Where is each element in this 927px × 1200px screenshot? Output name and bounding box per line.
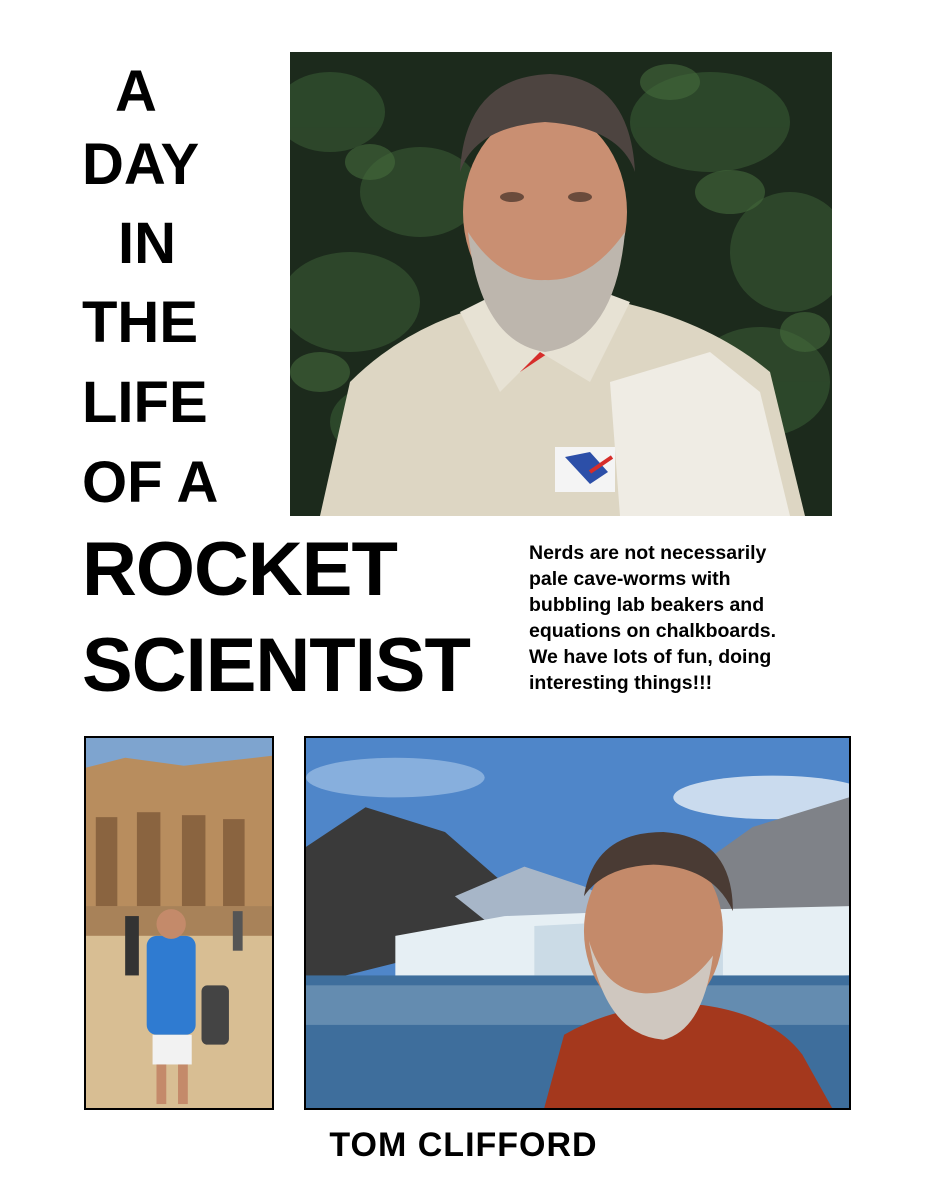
title-line-in: IN xyxy=(118,211,176,276)
title-line-rocket: ROCKET xyxy=(82,527,397,612)
desert-temple-photo xyxy=(84,736,274,1110)
blurb-line: bubbling lab beakers and xyxy=(529,594,765,616)
title-line-of-a: OF A xyxy=(82,450,219,515)
author-name: TOM CLIFFORD xyxy=(329,1126,598,1164)
blurb-line: equations on chalkboards. xyxy=(529,620,777,642)
title-line-a: A xyxy=(115,59,157,124)
blurb-line: We have lots of fun, doing xyxy=(529,646,772,668)
blurb-line: pale cave-worms with xyxy=(529,568,731,590)
cover-blurb xyxy=(529,540,849,696)
author-portrait-photo xyxy=(290,52,832,516)
title-line-day: DAY xyxy=(82,132,200,197)
title-line-scientist: SCIENTIST xyxy=(82,623,470,708)
blurb-line: interesting things!!! xyxy=(529,672,713,694)
title-line-life: LIFE xyxy=(82,370,208,435)
title-line-the: THE xyxy=(82,290,198,355)
glacier-portrait-photo xyxy=(304,736,851,1110)
blurb-line: Nerds are not necessarily xyxy=(529,542,767,564)
